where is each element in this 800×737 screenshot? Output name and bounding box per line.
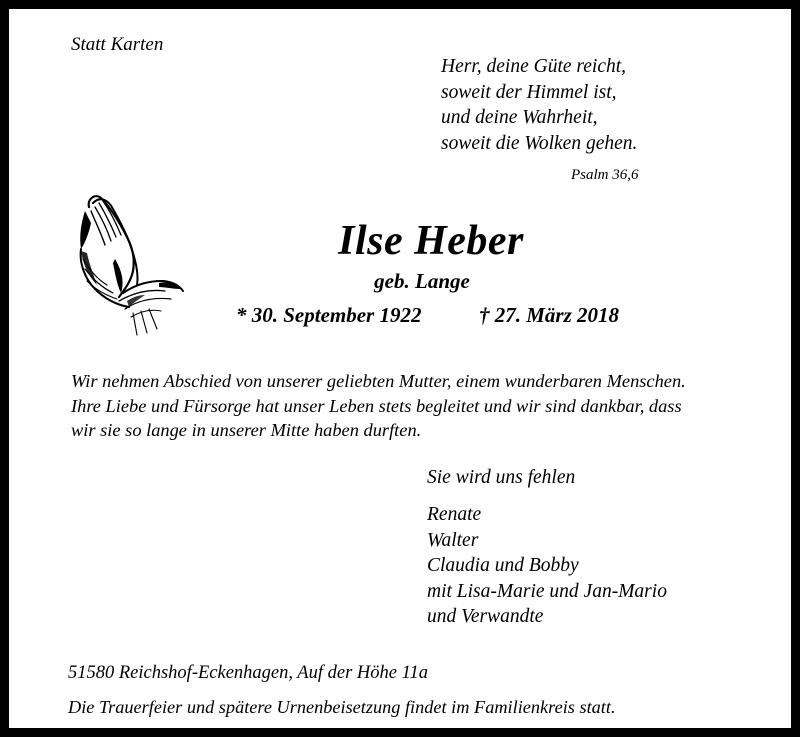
verse-line: soweit der Himmel ist,: [441, 81, 617, 103]
closing-line: Sie wird uns fehlen: [427, 467, 576, 488]
verse-reference: Psalm 36,6: [571, 167, 639, 183]
message-line: Ihre Liebe und Fürsorge hat unser Leben stets begleitet und wir sind dankbar, dass: [71, 395, 682, 416]
deceased-name: Ilse Heber: [338, 218, 524, 264]
statt-karten-label: Statt Karten: [71, 34, 164, 55]
birth-name: geb. Lange: [374, 269, 470, 293]
verse-line: Herr, deine Güte reicht,: [441, 56, 627, 77]
verse-line: soweit die Wolken gehen.: [441, 132, 638, 154]
funeral-notice: Die Trauerfeier und spätere Urnenbeisetzung findet im Familienkreis statt.: [68, 697, 616, 717]
verse-line: und deine Wahrheit,: [441, 107, 598, 128]
mourner-name: Walter: [427, 529, 479, 551]
family-address: 51580 Reichshof-Eckenhagen, Auf der Höhe 11a: [68, 663, 428, 683]
mourner-name: und Verwandte: [427, 606, 544, 627]
psalm-verse: [441, 54, 637, 156]
death-date: † 27. März 2018: [479, 303, 620, 327]
mourner-name: Claudia und Bobby: [427, 555, 579, 576]
mourner-name: Renate: [427, 504, 482, 525]
birth-date: * 30. September 1922: [236, 303, 422, 327]
farewell-message: [71, 369, 791, 443]
mourners-list: [427, 502, 667, 630]
mourner-name: mit Lisa-Marie und Jan-Mario: [427, 580, 667, 602]
message-line: wir sie so lange in unserer Mitte haben durften.: [71, 420, 422, 440]
message-line: Wir nehmen Abschied von unserer geliebten Mutter, einem wunderbaren Menschen.: [71, 371, 686, 391]
